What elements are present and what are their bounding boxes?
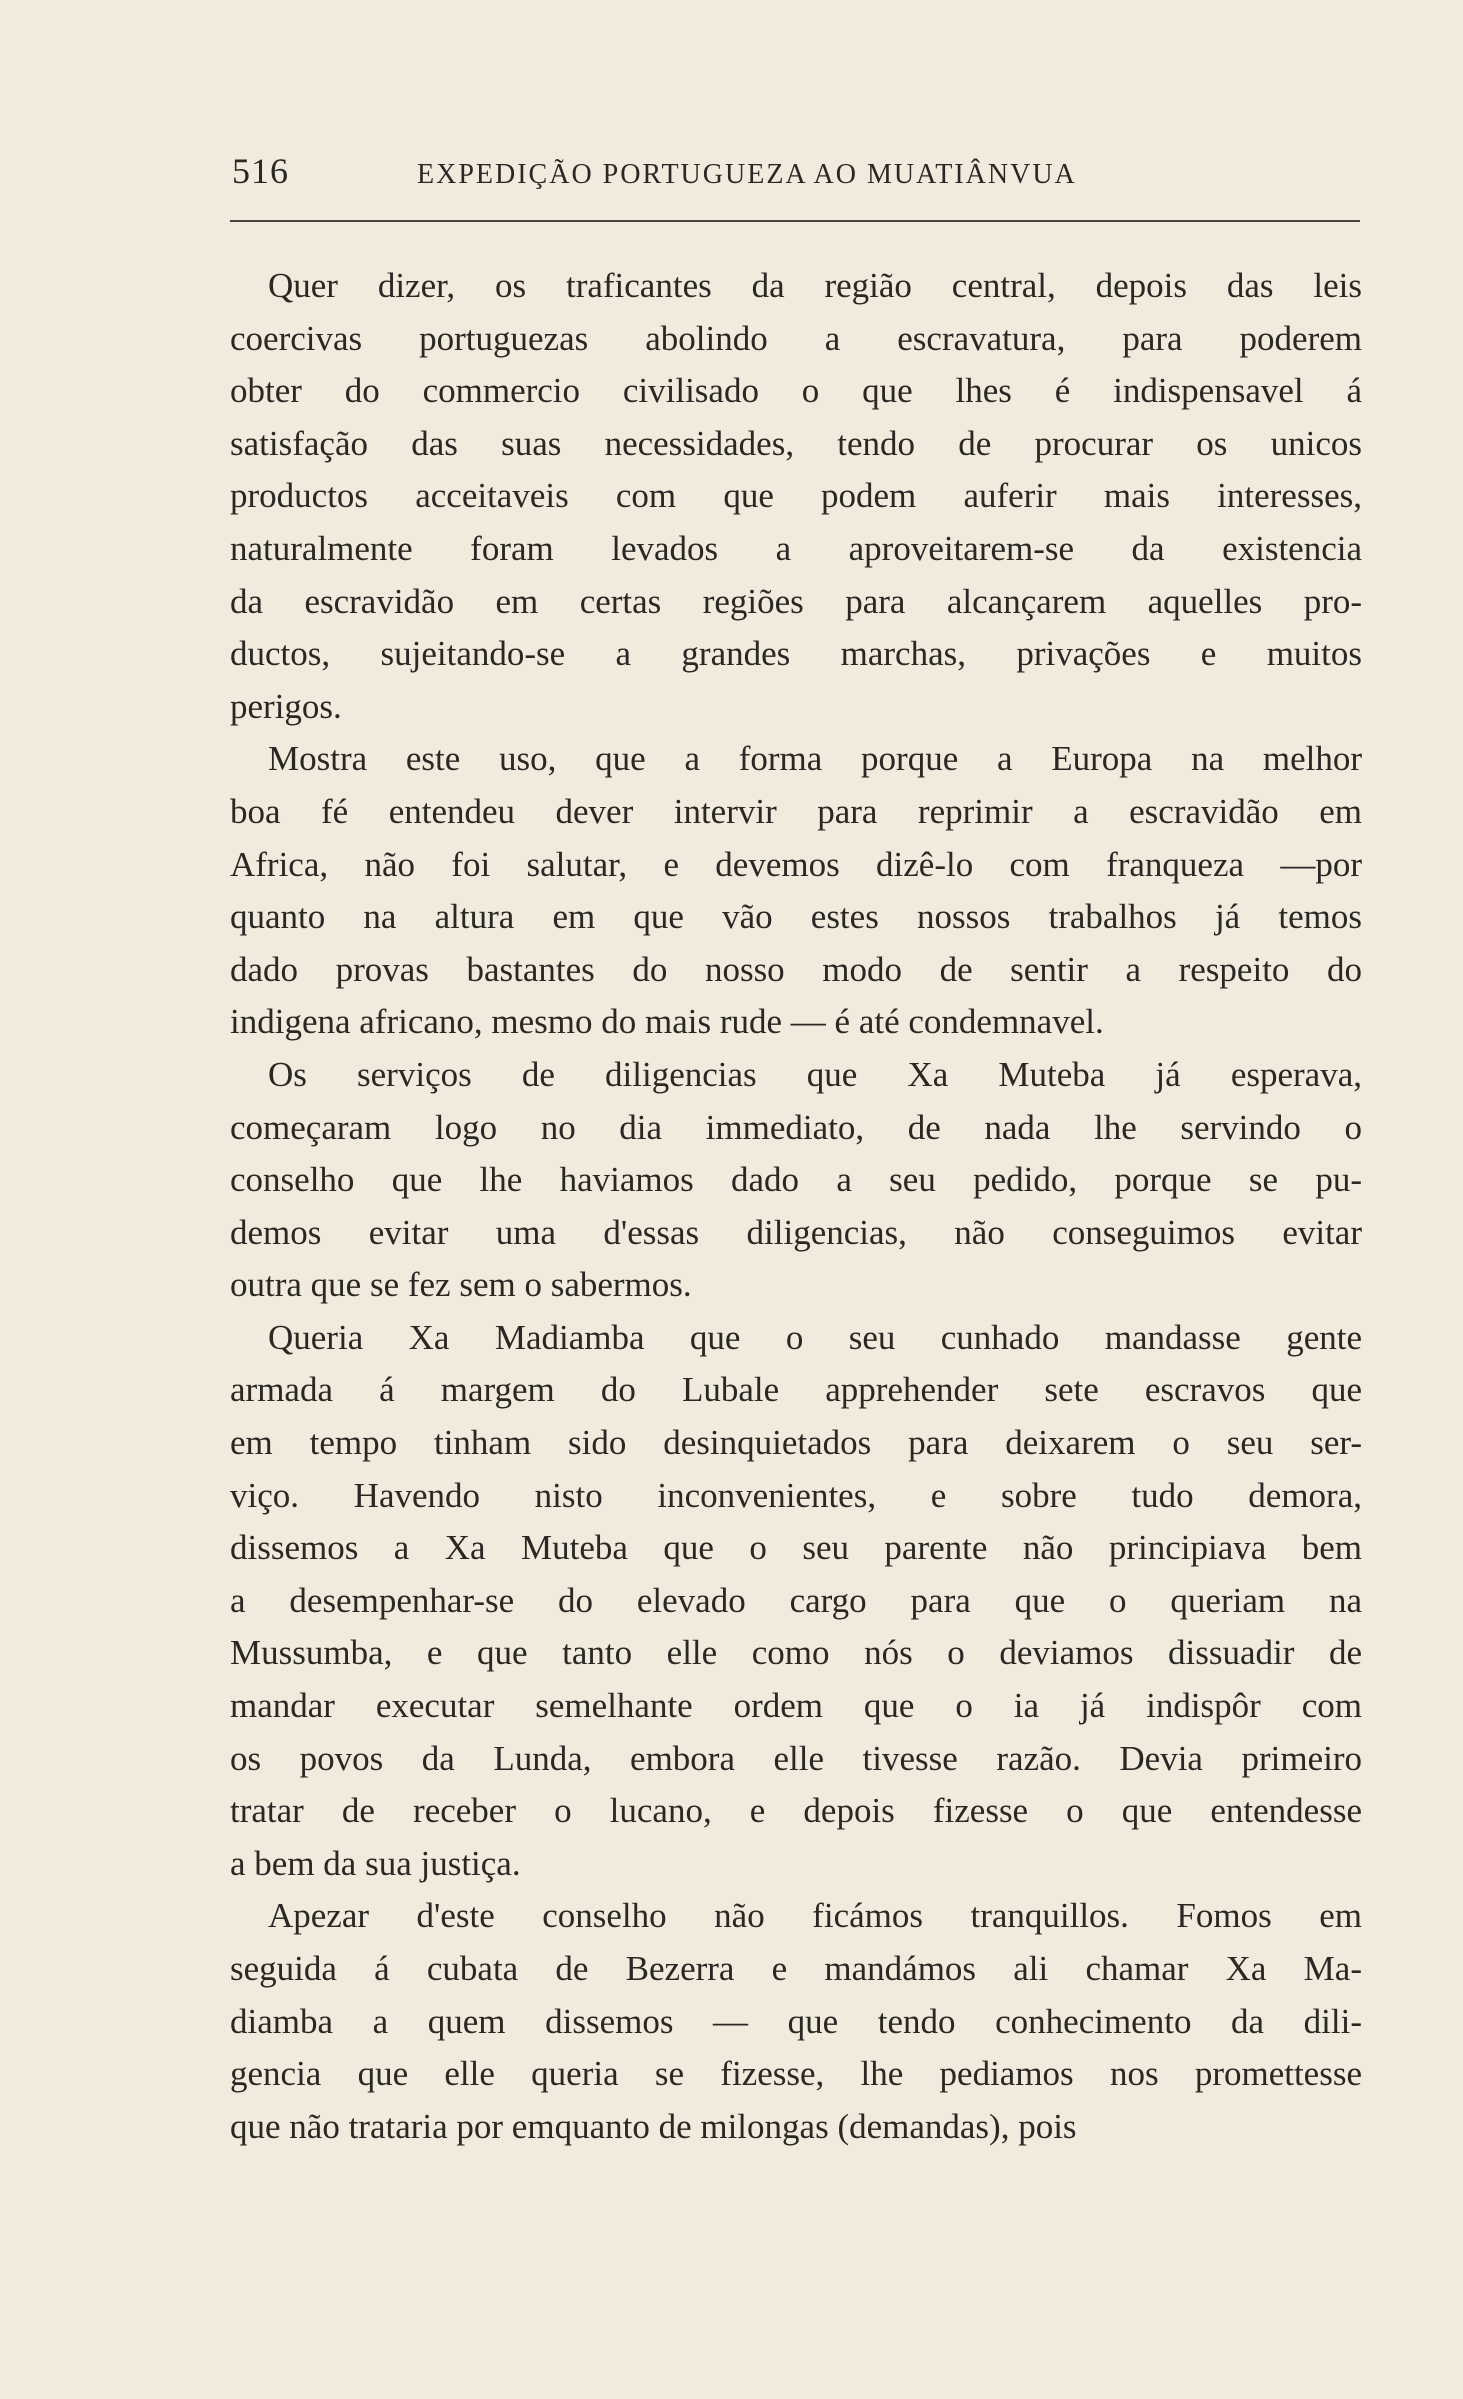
page-number: 516 — [232, 151, 289, 191]
text-line: indigena africano, mesmo do mais rude — é até condemnavel. — [230, 1002, 1104, 1042]
text-line: Quer dizer, os traficantes da região central, depois das leis — [268, 266, 1362, 305]
text-line: dissemos a Xa Muteba que o seu parente não principiava bem — [230, 1528, 1362, 1568]
text-line: demos evitar uma d'essas diligencias, não conseguimos evitar — [230, 1212, 1362, 1252]
text-line: conselho que lhe haviamos dado a seu pedido, porque se pu- — [230, 1160, 1362, 1200]
header-rule — [230, 220, 1360, 222]
paragraph — [230, 1890, 1362, 2153]
running-title: EXPEDIÇÃO PORTUGUEZA AO MUATIÂNVUA — [417, 159, 1077, 190]
text-line: os povos da Lunda, embora elle tivesse razão. Devia primeiro — [230, 1738, 1362, 1778]
text-line: armada á margem do Lubale apprehender sete escravos que — [230, 1370, 1362, 1410]
text-line: Mussumba, e que tanto elle como nós o deviamos dissuadir de — [230, 1633, 1362, 1673]
text-line: a bem da sua justiça. — [230, 1843, 521, 1883]
text-line: productos acceitaveis com que podem auferir mais interesses, — [230, 476, 1362, 516]
text-line: começaram logo no dia immediato, de nada lhe servindo o — [230, 1107, 1362, 1147]
text-line: viço. Havendo nisto inconvenientes, e sobre tudo demora, — [230, 1475, 1362, 1515]
text-line: em tempo tinham sido desinquietados para deixarem o seu ser- — [230, 1423, 1362, 1463]
text-line: boa fé entendeu dever intervir para reprimir a escravidão em — [230, 791, 1362, 831]
text-line: tratar de receber o lucano, e depois fizesse o que entendesse — [230, 1791, 1362, 1831]
text-line: quanto na altura em que vão estes nossos trabalhos já temos — [230, 897, 1362, 937]
text-line: ductos, sujeitando-se a grandes marchas, privações e muitos — [230, 634, 1362, 674]
body-text — [230, 260, 1362, 2153]
text-line: naturalmente foram levados a aproveitarem-se da existencia — [230, 528, 1362, 568]
paragraph — [230, 1049, 1362, 1312]
paragraph — [230, 1312, 1362, 1891]
text-line: coercivas portuguezas abolindo a escravatura, para poderem — [230, 318, 1362, 358]
text-line: outra que se fez sem o sabermos. — [230, 1265, 692, 1305]
text-line: seguida á cubata de Bezerra e mandámos ali chamar Xa Ma- — [230, 1949, 1362, 1988]
text-line: que não trataria por emquanto de milongas (demandas), pois — [230, 2106, 1077, 2146]
paragraph — [230, 260, 1362, 733]
text-line: mandar executar semelhante ordem que o ia já indispôr com — [230, 1686, 1362, 1726]
text-line: Mostra este uso, que a forma porque a Europa na melhor — [268, 739, 1362, 779]
text-line: gencia que elle queria se fizesse, lhe pediamos nos promettesse — [230, 2054, 1362, 2094]
text-line: satisfação das suas necessidades, tendo de procurar os unicos — [230, 423, 1362, 463]
text-line: Os serviços de diligencias que Xa Muteba já esperava, — [268, 1054, 1362, 1094]
text-line: perigos. — [230, 686, 342, 726]
paragraph — [230, 733, 1362, 1049]
text-line: da escravidão em certas regiões para alcançarem aquelles pro- — [230, 581, 1362, 621]
text-line: a desempenhar-se do elevado cargo para que o queriam na — [230, 1580, 1362, 1620]
text-line: obter do commercio civilisado o que lhes é indispensavel á — [230, 371, 1362, 411]
text-line: dado provas bastantes do nosso modo de sentir a respeito do — [230, 949, 1362, 989]
text-line: Africa, não foi salutar, e devemos dizê-lo com franqueza —por — [230, 844, 1362, 884]
page-header — [232, 150, 1362, 206]
text-line: diamba a quem dissemos — que tendo conhecimento da dili- — [230, 2001, 1362, 2041]
text-line: Apezar d'este conselho não ficámos tranquillos. Fomos em — [268, 1896, 1362, 1936]
text-line: Queria Xa Madiamba que o seu cunhado mandasse gente — [268, 1317, 1362, 1357]
